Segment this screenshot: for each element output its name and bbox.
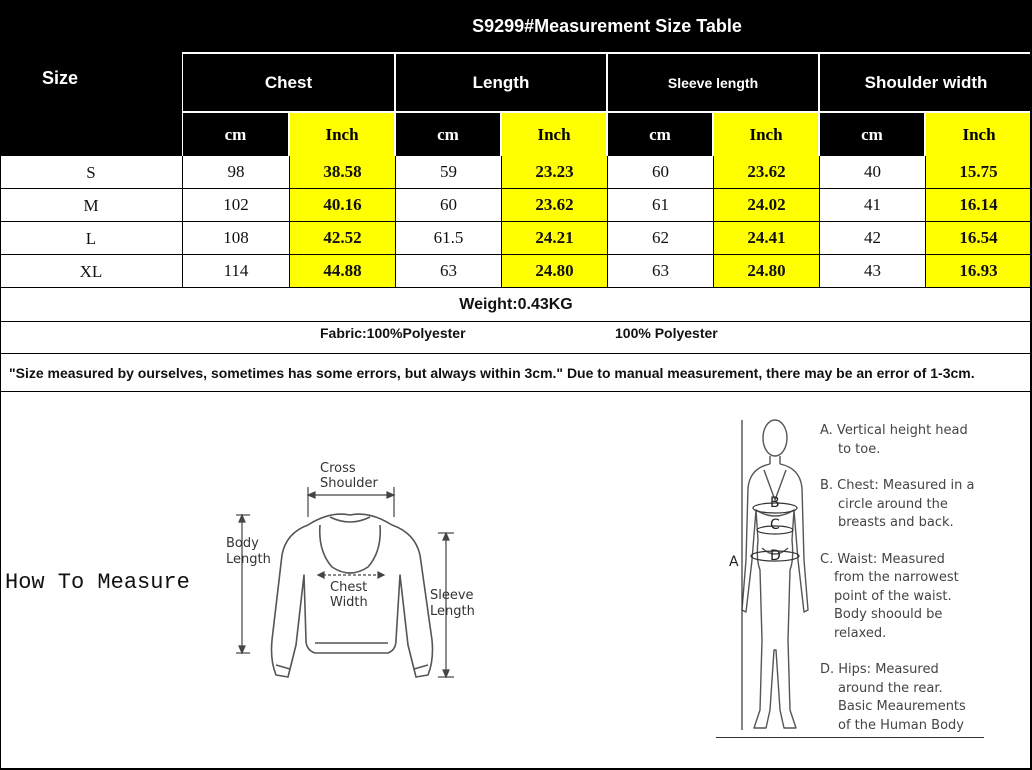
inch-cell: 42.52	[290, 222, 396, 254]
unit-inch-sleeve: Inch	[714, 113, 818, 156]
inch-cell: 16.14	[926, 189, 1032, 221]
fabric-label: Fabric:100%Polyester	[320, 325, 466, 341]
column-header-chest: Chest	[183, 54, 394, 111]
fabric-row	[0, 322, 1032, 354]
cm-cell: 61	[608, 189, 714, 221]
cm-cell: 62	[608, 222, 714, 254]
inch-cell: 40.16	[290, 189, 396, 221]
inch-cell: 15.75	[926, 156, 1032, 188]
body-letter-c: C	[770, 517, 780, 533]
label-cross-shoulder-1: Cross	[320, 461, 356, 476]
table-left-border	[0, 156, 1, 289]
body-letter-b: B	[770, 495, 780, 511]
note-row	[0, 355, 1032, 392]
column-header-length: Length	[396, 54, 606, 111]
table-row	[0, 222, 1032, 255]
inch-cell: 24.80	[502, 255, 608, 287]
body-figure-diagram	[720, 410, 830, 740]
table-body	[0, 156, 1032, 289]
unit-cm-sleeve: cm	[608, 113, 712, 156]
column-header-shoulder-width: Shoulder width	[820, 54, 1032, 111]
inch-cell: 23.62	[502, 189, 608, 221]
note-b: B. Chest: Measured in a circle around the breasts and back.	[820, 478, 975, 530]
unit-inch-shoulder: Inch	[926, 113, 1032, 156]
table-row	[0, 156, 1032, 189]
size-cell: M	[0, 189, 183, 222]
body-letter-d: D	[770, 548, 781, 564]
inch-cell: 24.41	[714, 222, 820, 254]
column-header-sleeve-length: Sleeve length	[608, 54, 818, 111]
body-letter-a: A	[729, 554, 739, 570]
label-chest-width-2: Width	[330, 595, 368, 610]
cm-cell: 108	[183, 222, 290, 254]
note-d: D. Hips: Measured around the rear. Basic Meaurements of the Human Body	[820, 662, 966, 733]
unit-cm-length: cm	[396, 113, 500, 156]
shirt-measure-diagram	[220, 455, 490, 690]
cm-cell: 114	[183, 255, 290, 287]
inch-cell: 38.58	[290, 156, 396, 188]
unit-inch-chest: Inch	[290, 113, 394, 156]
size-cell: XL	[0, 255, 183, 288]
cm-cell: 63	[396, 255, 502, 287]
cm-cell: 61.5	[396, 222, 502, 254]
inch-cell: 16.93	[926, 255, 1032, 287]
inch-cell: 24.02	[714, 189, 820, 221]
table-title: S9299#Measurement Size Table	[182, 0, 1032, 52]
note-c: C. Waist: Measured from the narrowest point of the waist. Body shoould be relaxed.	[820, 551, 959, 641]
inch-cell: 23.62	[714, 156, 820, 188]
size-cell: S	[0, 156, 183, 189]
cm-cell: 59	[396, 156, 502, 188]
label-cross-shoulder-2: Shoulder	[320, 476, 378, 491]
size-header-label: Size	[42, 67, 79, 88]
size-header	[0, 0, 182, 156]
inch-cell: 16.54	[926, 222, 1032, 254]
inch-cell: 44.88	[290, 255, 396, 287]
label-sleeve-length-2: Length	[430, 604, 475, 619]
label-body-length-1: Body	[226, 536, 259, 551]
inch-cell: 23.23	[502, 156, 608, 188]
table-row	[0, 255, 1032, 288]
cm-cell: 41	[820, 189, 926, 221]
body-notes	[820, 422, 1010, 735]
cm-cell: 63	[608, 255, 714, 287]
label-sleeve-length-1: Sleeve	[430, 588, 474, 603]
weight-row	[0, 289, 1032, 322]
cm-cell: 60	[608, 156, 714, 188]
label-body-length-2: Length	[226, 552, 271, 567]
body-baseline	[716, 737, 984, 738]
table-row	[0, 189, 1032, 222]
note-a: A. Vertical height head to toe.	[820, 423, 968, 457]
size-cell: L	[0, 222, 183, 255]
cm-cell: 60	[396, 189, 502, 221]
inch-cell: 24.80	[714, 255, 820, 287]
cm-cell: 102	[183, 189, 290, 221]
cm-cell: 43	[820, 255, 926, 287]
label-chest-width-1: Chest	[330, 580, 368, 595]
fabric-value: 100% Polyester	[615, 325, 718, 341]
unit-cm-shoulder: cm	[820, 113, 924, 156]
unit-cm-chest: cm	[183, 113, 288, 156]
inch-cell: 24.21	[502, 222, 608, 254]
how-to-measure-title: How To Measure	[5, 570, 190, 595]
unit-inch-length: Inch	[502, 113, 606, 156]
cm-cell: 98	[183, 156, 290, 188]
cm-cell: 42	[820, 222, 926, 254]
note-text: "Size measured by ourselves, sometimes has some errors, but always within 3cm." Due to manual measurement, there may be an error of 1-3cm.	[9, 365, 975, 381]
cm-cell: 40	[820, 156, 926, 188]
weight-text: Weight:0.43KG	[459, 296, 573, 313]
